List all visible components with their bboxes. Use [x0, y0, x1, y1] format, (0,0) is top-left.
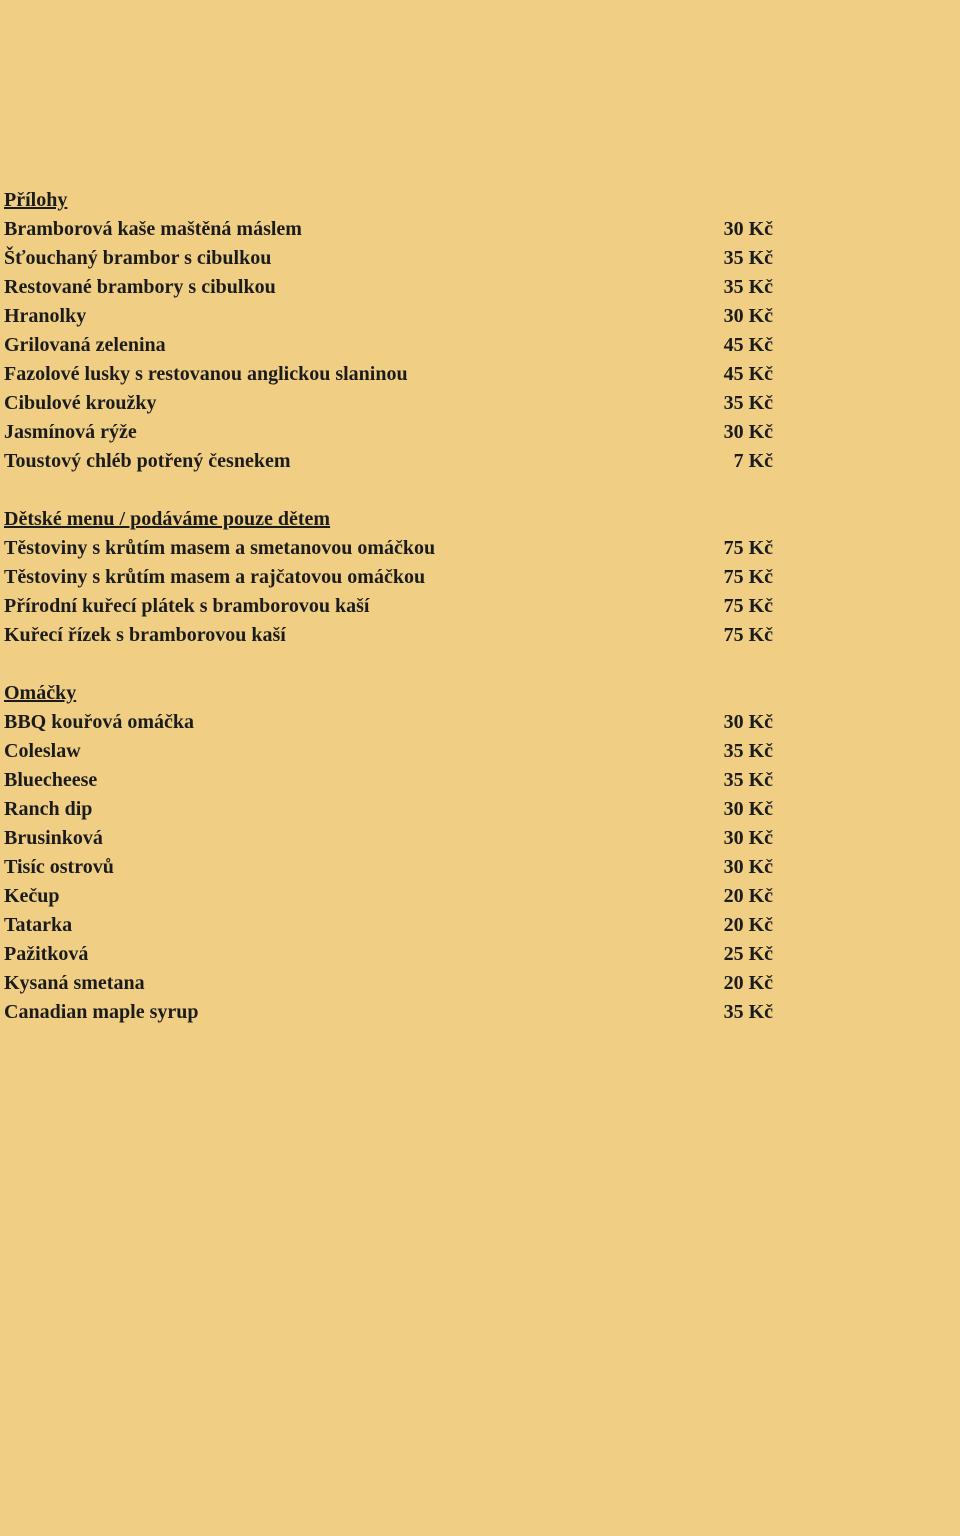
- item-name: Těstoviny s krůtím masem a smetanovou omáčkou: [4, 537, 436, 559]
- item-name: Jasmínová rýže: [4, 421, 137, 443]
- item-name: Těstoviny s krůtím masem a rajčatovou omáčkou: [4, 566, 426, 588]
- menu-item: [4, 592, 804, 621]
- item-price: 20 Kč: [723, 972, 773, 994]
- section-prilohy: [4, 186, 804, 476]
- item-name: BBQ kouřová omáčka: [4, 711, 195, 733]
- menu-item: [4, 853, 804, 882]
- item-price: 35 Kč: [723, 769, 773, 791]
- menu-item: [4, 940, 804, 969]
- item-price: 35 Kč: [723, 1001, 773, 1023]
- item-name: Šťouchaný brambor s cibulkou: [4, 247, 272, 269]
- item-name: Coleslaw: [4, 740, 81, 762]
- menu-document: [4, 186, 804, 1056]
- section-heading: Omáčky: [4, 682, 77, 704]
- item-name: Hranolky: [4, 305, 87, 327]
- item-name: Grilovaná zelenina: [4, 334, 166, 356]
- item-price: 30 Kč: [723, 856, 773, 878]
- item-price: 35 Kč: [723, 740, 773, 762]
- section-omacky: [4, 679, 804, 1027]
- item-name: Cibulové kroužky: [4, 392, 157, 414]
- item-name: Pažitková: [4, 943, 89, 965]
- item-name: Kečup: [4, 885, 60, 907]
- item-name: Ranch dip: [4, 798, 93, 820]
- menu-item: [4, 215, 804, 244]
- item-name: Toustový chléb potřený česnekem: [4, 450, 291, 472]
- menu-item: [4, 766, 804, 795]
- item-name: Tatarka: [4, 914, 73, 936]
- menu-item: [4, 447, 804, 476]
- menu-item: [4, 273, 804, 302]
- menu-item: [4, 998, 804, 1027]
- item-price: 45 Kč: [723, 363, 773, 385]
- menu-item: [4, 389, 804, 418]
- menu-item: [4, 795, 804, 824]
- item-name: Brusinková: [4, 827, 103, 849]
- item-price: 75 Kč: [723, 537, 773, 559]
- item-price: 30 Kč: [723, 798, 773, 820]
- section-heading: Přílohy: [4, 189, 68, 211]
- item-price: 75 Kč: [723, 624, 773, 646]
- item-name: Restované brambory s cibulkou: [4, 276, 276, 298]
- item-name: Přírodní kuřecí plátek s bramborovou kaší: [4, 595, 370, 617]
- item-price: 30 Kč: [723, 827, 773, 849]
- item-price: 35 Kč: [723, 276, 773, 298]
- item-price: 75 Kč: [723, 595, 773, 617]
- menu-item: [4, 244, 804, 273]
- item-name: Fazolové lusky s restovanou anglickou slaninou: [4, 363, 408, 385]
- item-name: Bluecheese: [4, 769, 98, 791]
- item-price: 30 Kč: [723, 711, 773, 733]
- menu-item: [4, 418, 804, 447]
- section-detske-menu: [4, 505, 804, 650]
- menu-item: [4, 882, 804, 911]
- menu-item: [4, 360, 804, 389]
- item-price: 25 Kč: [723, 943, 773, 965]
- item-name: Canadian maple syrup: [4, 1001, 199, 1023]
- item-price: 30 Kč: [723, 305, 773, 327]
- menu-item: [4, 302, 804, 331]
- menu-item: [4, 621, 804, 650]
- item-name: Kuřecí řízek s bramborovou kaší: [4, 624, 286, 646]
- item-price: 35 Kč: [723, 392, 773, 414]
- item-price: 75 Kč: [723, 566, 773, 588]
- item-price: 45 Kč: [723, 334, 773, 356]
- item-price: 30 Kč: [723, 421, 773, 443]
- menu-item: [4, 534, 804, 563]
- item-name: Bramborová kaše maštěná máslem: [4, 218, 302, 240]
- item-price: 30 Kč: [723, 218, 773, 240]
- menu-item: [4, 911, 804, 940]
- menu-item: [4, 331, 804, 360]
- menu-item: [4, 824, 804, 853]
- menu-item: [4, 563, 804, 592]
- menu-item: [4, 708, 804, 737]
- item-name: Tisíc ostrovů: [4, 856, 114, 878]
- item-price: 35 Kč: [723, 247, 773, 269]
- item-name: Kysaná smetana: [4, 972, 145, 994]
- item-price: 20 Kč: [723, 914, 773, 936]
- menu-item: [4, 969, 804, 998]
- menu-item: [4, 737, 804, 766]
- item-price: 7 Kč: [733, 450, 773, 472]
- section-heading: Dětské menu / podáváme pouze dětem: [4, 508, 331, 530]
- item-price: 20 Kč: [723, 885, 773, 907]
